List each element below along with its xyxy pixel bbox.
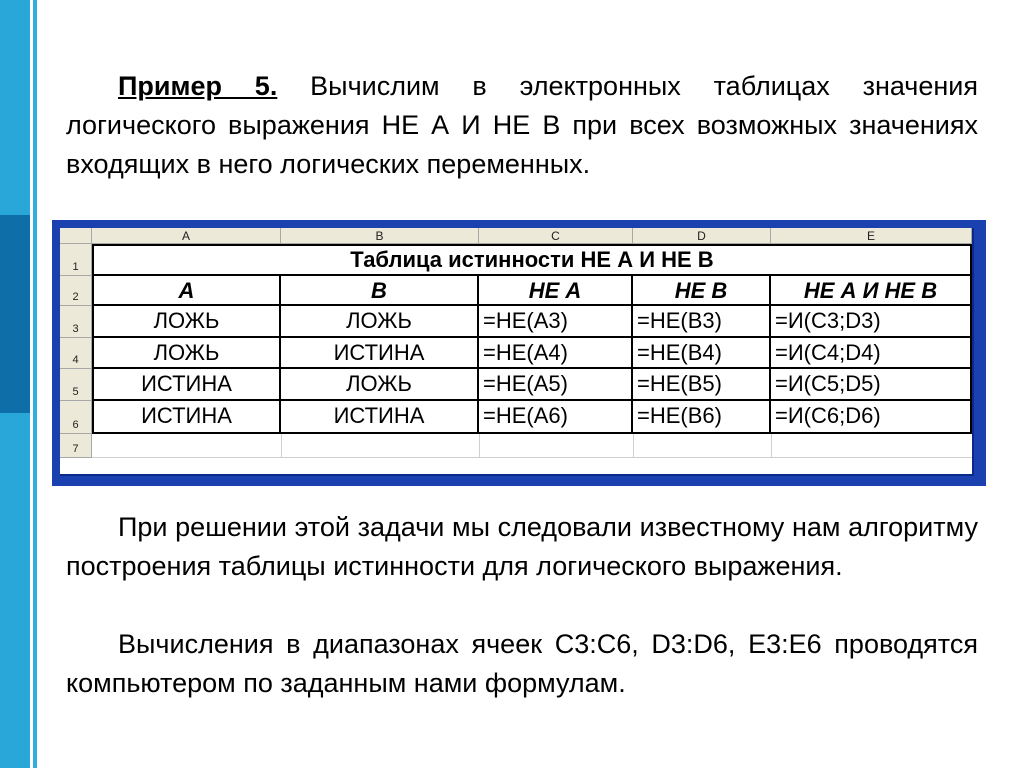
side-strip-thin xyxy=(33,0,37,768)
row-header-3[interactable]: 3 xyxy=(60,306,92,338)
cell-a3[interactable]: ЛОЖЬ xyxy=(92,306,281,338)
gridline xyxy=(479,434,480,458)
intro-text: Вычислим в электронных таблицах значения логического выражения НЕ А И НЕ В при всех возможных значениях входящих в него логических переменных. xyxy=(66,71,978,179)
header-cell-a[interactable]: А xyxy=(92,276,281,306)
cell-c3[interactable]: =НЕ(A3) xyxy=(479,306,633,338)
cell-d3[interactable]: =НЕ(B3) xyxy=(633,306,771,338)
column-header-a[interactable]: A xyxy=(92,228,281,244)
row-header-7[interactable]: 7 xyxy=(60,434,92,458)
cell-a6[interactable]: ИСТИНА xyxy=(92,401,281,434)
spreadsheet xyxy=(60,228,972,474)
row-header-6[interactable]: 6 xyxy=(60,401,92,434)
example-label: Пример 5. xyxy=(118,71,278,101)
column-header-d[interactable]: D xyxy=(633,228,771,244)
explanation-paragraph: При решении этой задачи мы следовали известному нам алгоритму построения таблицы истинности для логического выражения. xyxy=(66,512,978,581)
cell-b4[interactable]: ИСТИНА xyxy=(281,338,479,369)
gridline xyxy=(281,434,282,458)
header-cell-d[interactable]: НЕ В xyxy=(633,276,771,306)
column-header-e[interactable]: E xyxy=(771,228,972,244)
header-cell-b[interactable]: В xyxy=(281,276,479,306)
column-header-c[interactable]: C xyxy=(479,228,633,244)
header-cell-e[interactable]: НЕ А И НЕ В xyxy=(771,276,972,306)
spreadsheet-frame xyxy=(52,220,986,486)
cell-b3[interactable]: ЛОЖЬ xyxy=(281,306,479,338)
row-header-1[interactable]: 1 xyxy=(60,244,92,276)
gridline xyxy=(633,434,634,458)
row-header-4[interactable]: 4 xyxy=(60,338,92,369)
cell-e6[interactable]: =И(C6;D6) xyxy=(771,401,972,434)
column-header-b[interactable]: B xyxy=(281,228,479,244)
row-header-5[interactable]: 5 xyxy=(60,369,92,401)
cell-e5[interactable]: =И(C5;D5) xyxy=(771,369,972,401)
header-cell-c[interactable]: НЕ А xyxy=(479,276,633,306)
cell-a4[interactable]: ЛОЖЬ xyxy=(92,338,281,369)
cell-d4[interactable]: =НЕ(B4) xyxy=(633,338,771,369)
cell-d5[interactable]: =НЕ(B5) xyxy=(633,369,771,401)
cell-b6[interactable]: ИСТИНА xyxy=(281,401,479,434)
cell-c5[interactable]: =НЕ(A5) xyxy=(479,369,633,401)
gridline xyxy=(92,457,972,458)
table-title-cell[interactable]: Таблица истинности НЕ А И НЕ В xyxy=(92,244,972,276)
cell-c6[interactable]: =НЕ(A6) xyxy=(479,401,633,434)
row-header-2[interactable]: 2 xyxy=(60,276,92,306)
side-strip-accent xyxy=(0,215,30,413)
cell-b5[interactable]: ЛОЖЬ xyxy=(281,369,479,401)
cell-e4[interactable]: =И(C4;D4) xyxy=(771,338,972,369)
spreadsheet-area xyxy=(60,228,974,476)
cell-d6[interactable]: =НЕ(B6) xyxy=(633,401,771,434)
computation-paragraph: Вычисления в диапазонах ячеек C3:C6, D3:D6, E3:E6 проводятся компьютером по заданным нами формулам. xyxy=(66,629,978,698)
gridline xyxy=(771,434,772,458)
cell-e3[interactable]: =И(C3;D3) xyxy=(771,306,972,338)
intro-paragraph xyxy=(66,67,978,184)
select-all-corner[interactable] xyxy=(60,228,92,244)
cell-a5[interactable]: ИСТИНА xyxy=(92,369,281,401)
cell-c4[interactable]: =НЕ(A4) xyxy=(479,338,633,369)
